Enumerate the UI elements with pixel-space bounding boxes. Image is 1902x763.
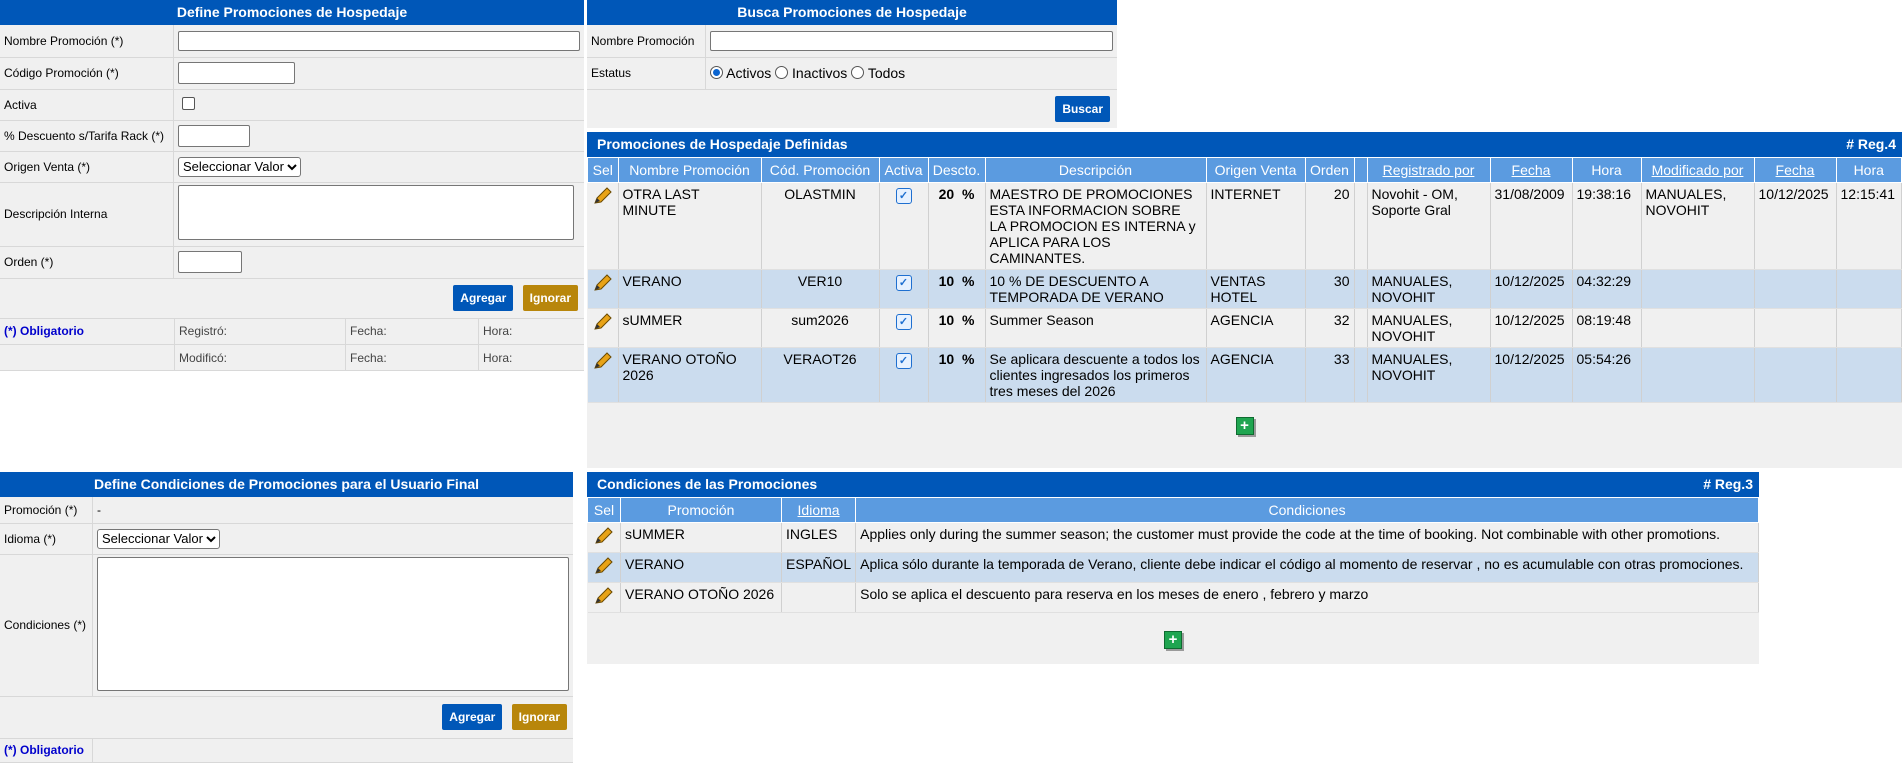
- cell-condiciones: Solo se aplica el descuento para reserva en los meses de enero , febrero y marzo: [856, 583, 1759, 613]
- add-record-icon[interactable]: +: [1236, 417, 1254, 435]
- busca-promo-title: Busca Promociones de Hospedaje: [587, 0, 1117, 25]
- checkbox-checked-icon: ✓: [896, 353, 912, 369]
- todos-label: Todos: [867, 65, 906, 81]
- origen-label: Origen Venta (*): [0, 151, 174, 182]
- define-promo-panel: [0, 0, 584, 372]
- cell-hora2: [1836, 348, 1902, 403]
- cell-fecha: 10/12/2025: [1490, 348, 1572, 403]
- pencil-icon[interactable]: [593, 556, 615, 576]
- modifico-label: Modificó:: [175, 345, 346, 371]
- cell-descripcion: MAESTRO DE PROMOCIONES ESTA INFORMACION SOBRE LA PROMOCION ES INTERNA y APLICA PARA LOS CAMINANTES.: [985, 183, 1206, 270]
- cell-hora: 08:19:48: [1572, 309, 1641, 348]
- col-spacer: [1354, 158, 1367, 183]
- cell-nombre: VERANO: [618, 270, 761, 309]
- pencil-icon[interactable]: [593, 526, 615, 546]
- cell-modificado: [1641, 348, 1754, 403]
- table-row: [588, 348, 1902, 403]
- pencil-icon[interactable]: [592, 312, 614, 332]
- cell-registrado: MANUALES, NOVOHIT: [1367, 309, 1490, 348]
- checkbox-checked-icon: ✓: [896, 275, 912, 291]
- col-descripcion: Descripción: [985, 158, 1206, 183]
- cell-promocion: VERANO: [621, 553, 782, 583]
- cell-modificado: [1641, 270, 1754, 309]
- idioma-label: Idioma (*): [0, 523, 93, 554]
- cell-origen: INTERNET: [1206, 183, 1305, 270]
- cell-idioma: [782, 583, 856, 613]
- col-fecha2[interactable]: Fecha: [1754, 158, 1836, 183]
- busca-promo-panel: [587, 0, 1117, 128]
- cell-fecha2: 10/12/2025: [1754, 183, 1836, 270]
- cell-promocion: sUMMER: [621, 523, 782, 553]
- col-hora2: Hora: [1836, 158, 1902, 183]
- table-row: [588, 183, 1902, 270]
- cell-cod: OLASTMIN: [761, 183, 879, 270]
- col-cond-idioma[interactable]: Idioma: [782, 498, 856, 523]
- descripcion-interna-textarea[interactable]: [178, 185, 574, 240]
- pencil-icon[interactable]: [592, 273, 614, 293]
- cell-fecha: 31/08/2009: [1490, 183, 1572, 270]
- cell-hora2: 12:15:41: [1836, 183, 1902, 270]
- cond-table-title: Condiciones de las Promociones # Reg.3: [587, 472, 1759, 497]
- modifico-fecha-label: Fecha:: [346, 345, 479, 371]
- registro-hora-label: Hora:: [479, 319, 585, 345]
- codigo-label: Código Promoción (*): [0, 57, 174, 89]
- col-sel: Sel: [588, 158, 619, 183]
- pencil-icon[interactable]: [592, 186, 614, 206]
- cond-obligatorio-note: (*) Obligatorio: [4, 743, 84, 757]
- pencil-icon[interactable]: [593, 586, 615, 606]
- promocion-label: Promoción (*): [0, 497, 93, 523]
- cell-descripcion: 10 % DE DESCUENTO A TEMPORADA DE VERANO: [985, 270, 1206, 309]
- inactivos-label: Inactivos: [792, 65, 848, 81]
- cond-table-panel: [587, 472, 1759, 664]
- col-fecha[interactable]: Fecha: [1490, 158, 1572, 183]
- cell-modificado: MANUALES, NOVOHIT: [1641, 183, 1754, 270]
- cell-fecha: 10/12/2025: [1490, 270, 1572, 309]
- nombre-promocion-input[interactable]: [178, 31, 580, 51]
- define-promo-audit: [0, 319, 584, 372]
- cell-idioma: INGLES: [782, 523, 856, 553]
- cell-hora: 05:54:26: [1572, 348, 1641, 403]
- cell-registrado: MANUALES, NOVOHIT: [1367, 348, 1490, 403]
- col-activa: Activa: [879, 158, 928, 183]
- col-origen: Origen Venta: [1206, 158, 1305, 183]
- cell-nombre: sUMMER: [618, 309, 761, 348]
- col-registrado[interactable]: Registrado por: [1367, 158, 1490, 183]
- cell-orden: 20: [1305, 183, 1354, 270]
- cell-cod: VER10: [761, 270, 879, 309]
- codigo-promocion-input[interactable]: [178, 62, 295, 84]
- activa-checkbox[interactable]: [182, 97, 195, 110]
- cell-fecha2: [1754, 348, 1836, 403]
- cell-origen: AGENCIA: [1206, 348, 1305, 403]
- cell-orden: 32: [1305, 309, 1354, 348]
- cell-descto: 10 %: [928, 309, 985, 348]
- cell-promocion: VERANO OTOÑO 2026: [621, 583, 782, 613]
- define-cond-panel: [0, 472, 573, 762]
- busca-nombre-label: Nombre Promoción: [587, 25, 706, 57]
- define-promo-title: Define Promociones de Hospedaje: [0, 0, 584, 25]
- activa-label: Activa: [0, 89, 174, 120]
- registro-fecha-label: Fecha:: [346, 319, 479, 345]
- activos-label: Activos: [726, 65, 772, 81]
- define-cond-title: Define Condiciones de Promociones para el Usuario Final: [0, 472, 573, 497]
- condiciones-label: Condiciones (*): [0, 554, 93, 696]
- busca-promo-form: [587, 25, 1117, 90]
- cell-registrado: MANUALES, NOVOHIT: [1367, 270, 1490, 309]
- define-cond-form: [0, 497, 573, 763]
- cell-descto: 10 %: [928, 348, 985, 403]
- inactivos-radio[interactable]: [775, 66, 788, 79]
- cell-hora2: [1836, 309, 1902, 348]
- busca-nombre-input[interactable]: [710, 31, 1113, 51]
- col-cond-promocion: Promoción: [621, 498, 782, 523]
- cell-descto: 10 %: [928, 270, 985, 309]
- cell-nombre: OTRA LAST MINUTE: [618, 183, 761, 270]
- cell-cod: VERAOT26: [761, 348, 879, 403]
- cell-cod: sum2026: [761, 309, 879, 348]
- cell-fecha: 10/12/2025: [1490, 309, 1572, 348]
- cell-orden: 30: [1305, 270, 1354, 309]
- cell-origen: VENTAS HOTEL: [1206, 270, 1305, 309]
- pencil-icon[interactable]: [592, 351, 614, 371]
- agregar-promo-button[interactable]: Agregar: [453, 285, 513, 311]
- cell-modificado: [1641, 309, 1754, 348]
- cond-reg-count: # Reg.3: [1703, 476, 1753, 492]
- cell-orden: 33: [1305, 348, 1354, 403]
- promos-table: [587, 157, 1902, 403]
- checkbox-checked-icon: ✓: [896, 314, 912, 330]
- promocion-value: -: [93, 497, 574, 523]
- col-descto: Descto.: [928, 158, 985, 183]
- orden-label: Orden (*): [0, 246, 174, 278]
- cell-condiciones: Aplica sólo durante la temporada de Verano, cliente debe indicar el código al momento de reservar , no es acumulable con otras promociones.: [856, 553, 1759, 583]
- cell-hora2: [1836, 270, 1902, 309]
- obligatorio-note: (*) Obligatorio: [4, 324, 84, 339]
- buscar-button[interactable]: Buscar: [1055, 96, 1110, 122]
- ignorar-cond-button[interactable]: Ignorar: [512, 704, 567, 730]
- promos-table-title: Promociones de Hospedaje Definidas # Reg.4: [587, 132, 1902, 157]
- condiciones-textarea[interactable]: [97, 557, 569, 691]
- col-modificado[interactable]: Modificado por: [1641, 158, 1754, 183]
- cell-hora: 04:32:29: [1572, 270, 1641, 309]
- col-orden: Orden: [1305, 158, 1354, 183]
- cell-fecha2: [1754, 309, 1836, 348]
- activos-radio[interactable]: [710, 66, 723, 79]
- registro-label: Registró:: [175, 319, 346, 345]
- promos-table-panel: [587, 132, 1902, 468]
- cell-nombre: VERANO OTOÑO 2026: [618, 348, 761, 403]
- cell-registrado: Novohit - OM, Soporte Gral: [1367, 183, 1490, 270]
- col-cond-condiciones: Condiciones: [856, 498, 1759, 523]
- col-hora: Hora: [1572, 158, 1641, 183]
- table-row: [588, 523, 1759, 553]
- cell-condiciones: Applies only during the summer season; the customer must provide the code at the time of booking. Not combinable with other promotions.: [856, 523, 1759, 553]
- idioma-select[interactable]: [97, 529, 220, 549]
- col-cond-sel: Sel: [588, 498, 621, 523]
- cell-descripcion: Se aplicara descuente a todos los clientes ingresados los primeros tres meses del 2026: [985, 348, 1206, 403]
- cell-hora: 19:38:16: [1572, 183, 1641, 270]
- table-row: [588, 270, 1902, 309]
- descuento-input[interactable]: [178, 125, 250, 147]
- checkbox-checked-icon: ✓: [896, 188, 912, 204]
- orden-input[interactable]: [178, 251, 242, 273]
- descuento-label: % Descuento s/Tarifa Rack (*): [0, 120, 174, 151]
- define-promo-form: [0, 25, 584, 319]
- nombre-label: Nombre Promoción (*): [0, 25, 174, 57]
- col-nombre: Nombre Promoción: [618, 158, 761, 183]
- table-row: [588, 583, 1759, 613]
- cell-idioma: ESPAÑOL: [782, 553, 856, 583]
- cell-fecha2: [1754, 270, 1836, 309]
- cell-origen: AGENCIA: [1206, 309, 1305, 348]
- cell-descto: 20 %: [928, 183, 985, 270]
- cond-table: [587, 497, 1759, 613]
- cell-descripcion: Summer Season: [985, 309, 1206, 348]
- todos-radio[interactable]: [851, 66, 864, 79]
- descripcion-label: Descripción Interna: [0, 182, 174, 246]
- estatus-label: Estatus: [587, 57, 706, 89]
- add-condition-icon[interactable]: +: [1164, 631, 1182, 649]
- promos-reg-count: # Reg.4: [1846, 136, 1896, 152]
- col-cod: Cód. Promoción: [761, 158, 879, 183]
- modifico-hora-label: Hora:: [479, 345, 585, 371]
- ignorar-promo-button[interactable]: Ignorar: [523, 285, 578, 311]
- table-row: [588, 553, 1759, 583]
- agregar-cond-button[interactable]: Agregar: [442, 704, 502, 730]
- origen-venta-select[interactable]: [178, 157, 301, 177]
- table-row: [588, 309, 1902, 348]
